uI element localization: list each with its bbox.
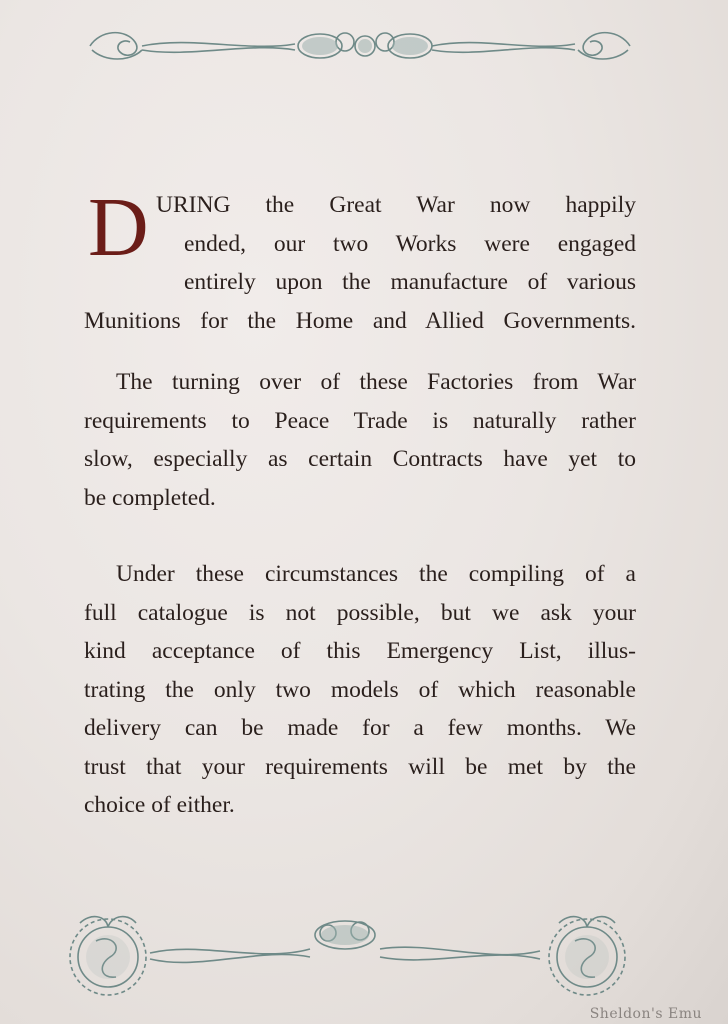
paragraph-3 bbox=[84, 555, 636, 825]
text-line: delivery can be made for a few months. We bbox=[84, 715, 636, 741]
body-text bbox=[84, 181, 636, 825]
text-line: requirements to Peace Trade is naturally rather bbox=[84, 407, 636, 434]
top-floral-ornament bbox=[80, 22, 640, 70]
text-line: trust that your requirements will be met by the bbox=[84, 753, 636, 780]
paragraph-1 bbox=[84, 181, 636, 340]
text-line: slow, especially as certain Contracts have yet to bbox=[84, 446, 636, 472]
text-line: full catalogue is not possible, but we ask your bbox=[84, 599, 636, 626]
text-line: trating the only two models of which reasonable bbox=[84, 676, 636, 703]
text-line: entirely upon the manufacture of various bbox=[184, 269, 636, 295]
text-line: Under these circumstances the compiling of a bbox=[116, 561, 636, 587]
bottom-floral-ornament bbox=[60, 905, 635, 1005]
drop-cap: D bbox=[88, 181, 149, 274]
text-line: ended, our two Works were engaged bbox=[184, 230, 636, 257]
text-line: URING the Great War now happily bbox=[156, 192, 636, 218]
text-line: The turning over of these Factories from War bbox=[116, 369, 636, 395]
text-line: choice of either. bbox=[84, 792, 235, 818]
paragraph-2 bbox=[84, 363, 636, 517]
text-line: kind acceptance of this Emergency List, illus- bbox=[84, 638, 636, 664]
text-line: Munitions for the Home and Allied Governments. bbox=[84, 307, 636, 334]
watermark: Sheldon's Emu bbox=[589, 1006, 702, 1022]
text-line: be completed. bbox=[84, 484, 216, 511]
